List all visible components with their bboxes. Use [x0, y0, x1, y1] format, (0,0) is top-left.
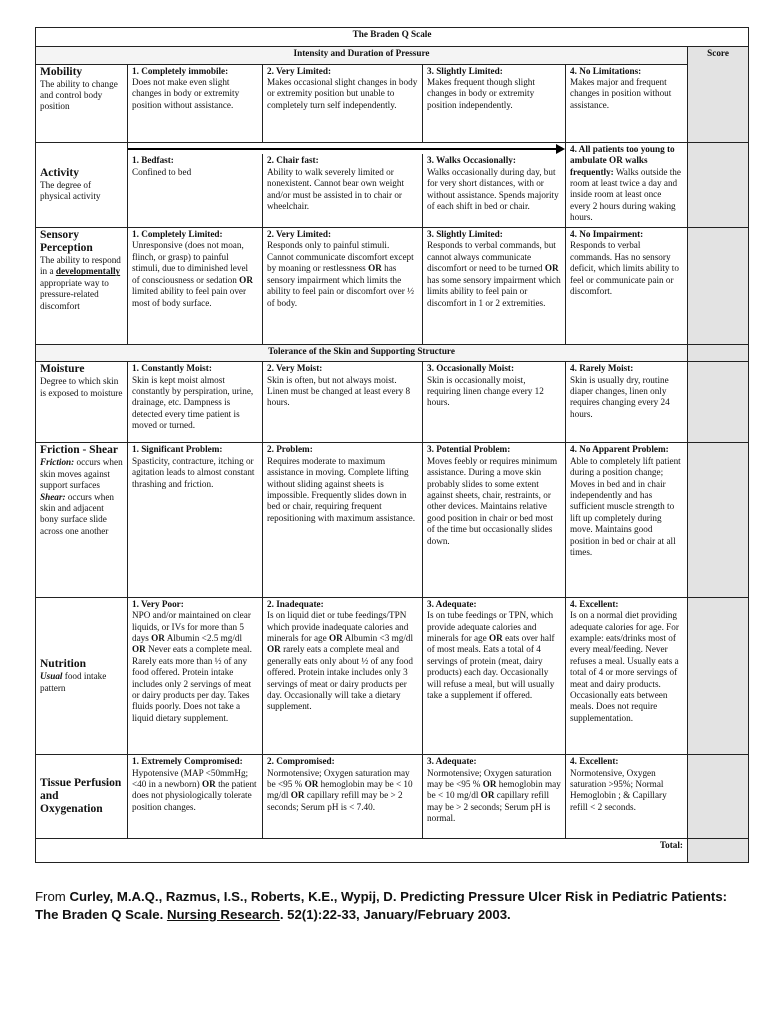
level-heading: 1. Very Poor: — [132, 598, 184, 609]
mobility-level-2 — [263, 64, 423, 142]
criterion-name: Sensory Perception — [40, 229, 93, 255]
level-heading: 3. Adequate: — [427, 598, 477, 609]
citation-prefix: From — [35, 889, 70, 904]
level-text: Makes occasional slight changes in body or extremity position but unable to completely turn self independently. — [267, 76, 418, 110]
friction-level-4 — [566, 443, 688, 597]
level-heading: 3. Slightly Limited: — [427, 65, 503, 76]
level-text: Skin is occasionally moist, requiring linen change every 12 hours. — [427, 374, 544, 408]
criterion-name: Nutrition — [40, 658, 86, 671]
level-heading: 1. Constantly Moist: — [132, 363, 212, 374]
criterion-tissue-perfusion — [36, 755, 128, 838]
arrow-right-icon — [556, 144, 565, 154]
friction-score-cell[interactable] — [688, 443, 749, 597]
moisture-level-2 — [263, 362, 423, 443]
section-tolerance-heading: Tolerance of the Skin and Supporting Structure — [36, 344, 688, 361]
moisture-score-cell[interactable] — [688, 362, 749, 443]
level-text: Spasticity, contracture, itching or agitation leads to almost constant thrashing and friction. — [132, 455, 255, 489]
tissue-level-1: 1. Extremely Compromised: Hypotensive (MAP <50mmHg; <40 in a newborn) OR the patient does not physiologically tolerate position changes. — [128, 755, 263, 838]
level-heading: 4. No Apparent Problem: — [570, 444, 669, 455]
criterion-description: Degree to which skin is exposed to moisture — [40, 376, 123, 398]
nutrition-level-3: 3. Adequate: Is on tube feedings or TPN, which provide adequate calories and minerals for age OR eats over half of most meals. Eats a total of 4 servings of protein (meat, dairy products) each day. Occasionally will refuse a meal, but will usually take a supplement if offered. — [423, 597, 566, 754]
criterion-name: Mobility — [40, 65, 83, 78]
criterion-description: Friction: occurs when skin moves against support surfaces Shear: occurs when skin and adjacent bony surface slide across one another — [40, 457, 123, 536]
level-text: Able to completely lift patient during a position change; Moves in bed and in chair independently and has sufficient muscle strength to lift up completely during move. Maintains good position in bed or chair at all times. — [570, 455, 681, 558]
level-heading: 2. Very Limited: — [267, 229, 332, 240]
section-score-spacer — [688, 344, 749, 361]
level-heading: 2. Very Limited: — [267, 65, 332, 76]
level-heading: 3. Walks Occasionally: — [427, 155, 516, 166]
sensory-score-cell[interactable] — [688, 228, 749, 345]
level-heading: 2. Chair fast: — [267, 155, 319, 166]
friction-level-3 — [423, 443, 566, 597]
criterion-name: Friction - Shear — [40, 444, 118, 457]
level-heading: 4. All patients too young to ambulate OR walks frequently: — [570, 143, 675, 177]
sensory-level-4 — [566, 228, 688, 345]
braden-q-scale-table — [35, 27, 748, 863]
arrow-line — [128, 148, 563, 150]
level-heading: 4. No Impairment: — [570, 229, 644, 240]
sensory-level-1: 1. Completely Limited: Unresponsive (does not moan, flinch, or grasp) to painful stimuli, due to diminished level of consciousness or sedation OR limited ability to feel pain over most of body surface. — [128, 228, 263, 345]
level-text: Walks occasionally during day, but for very short distances, with or without assistance. Spends majority of each shift in bed or chair. — [427, 166, 559, 212]
level-heading: 2. Problem: — [267, 444, 313, 455]
criterion-name: Moisture — [40, 363, 85, 376]
nutrition-score-cell[interactable] — [688, 597, 749, 754]
activity-arrow — [128, 142, 566, 154]
level-text: Ability to walk severely limited or nonexistent. Cannot bear own weight and/or must be assisted in to chair or wheelchair. — [267, 166, 405, 212]
level-heading: 1. Completely immobile: — [132, 65, 229, 76]
level-text: Responds to verbal commands. Has no sensory deficit, which limits ability to feel or communicate pain or discomfort. — [570, 240, 679, 297]
level-text: Skin is often, but not always moist. Linen must be changed at least every 8 hours. — [267, 374, 411, 408]
citation-details: . 52(1):22-33, January/February 2003. — [279, 907, 511, 922]
level-heading: 2. Compromised: — [267, 756, 335, 767]
level-heading: 4. Excellent: — [570, 756, 619, 767]
tissue-score-cell[interactable] — [688, 755, 749, 838]
criterion-description: The ability to change and control body position — [40, 78, 118, 112]
moisture-level-3 — [423, 362, 566, 443]
criterion-friction-shear — [36, 443, 128, 597]
scale-title: The Braden Q Scale — [36, 28, 749, 47]
level-text: Confined to bed — [132, 166, 192, 177]
activity-level-1 — [128, 154, 263, 227]
level-heading: 3. Adequate: — [427, 756, 477, 767]
criterion-description: The degree of physical activity — [40, 180, 101, 202]
moisture-level-1 — [128, 362, 263, 443]
level-text: Does not make even slight changes in body or extremity position without assistance. — [132, 76, 240, 110]
activity-level-4 — [566, 142, 688, 227]
level-heading: 4. No Limitations: — [570, 65, 642, 76]
criterion-moisture — [36, 362, 128, 443]
criterion-nutrition — [36, 597, 128, 754]
citation-authors: Curley, M.A.Q., Razmus, I.S., Roberts, K.E., Wypij, D. Predicting Pressure Ulcer Risk in Pediatric Patients: The Braden Q Scale. — [35, 889, 728, 922]
level-text: Moves feebly or requires minimum assistance. During a move skin probably slides to some extent against sheets, chair, restraints, or other devices. Maintains relative good position in chair or bed most of the time but occasionally slides down. — [427, 455, 558, 546]
criterion-activity — [36, 142, 128, 227]
tissue-level-3: 3. Adequate: Normotensive; Oxygen saturation may be <95 % OR hemoglobin may be < 10 mg/dl OR capillary refill may be > 2 seconds; Serum pH is normal. — [423, 755, 566, 838]
total-label: Total: — [36, 838, 688, 862]
citation — [35, 888, 735, 924]
level-heading: 1. Significant Problem: — [132, 444, 223, 455]
tissue-level-4: 4. Excellent: Normotensive, Oxygen saturation >95%; Normal Hemoglobin ; & Capillary refill < 2 seconds. — [566, 755, 688, 838]
nutrition-level-2: 2. Inadequate: Is on liquid diet or tube feedings/TPN which provide inadequate calories and minerals for age OR Albumin <3 mg/dl OR rarely eats a complete meal and generally eats only about ½ of any food offered. Protein intake includes only 3 servings of meat or dairy products per day. Occasionally will take a dietary supplement. — [263, 597, 423, 754]
level-text: Skin is kept moist almost constantly by perspiration, urine, drainage, etc. Dampness is detected every time patient is moved or turned. — [132, 374, 254, 431]
mobility-level-4 — [566, 64, 688, 142]
friction-level-2 — [263, 443, 423, 597]
criterion-sensory-perception — [36, 228, 128, 345]
criterion-name: Tissue Perfusion and Oxygenation — [40, 776, 122, 815]
level-text: Walks outside the room at least twice a day and inside room at least once every 2 hours during waking hours. — [570, 166, 681, 223]
score-column-header: Score — [688, 47, 749, 142]
level-heading: 2. Very Moist: — [267, 363, 323, 374]
nutrition-level-1: 1. Very Poor: NPO and/or maintained on clear liquids, or IVs for more than 5 days OR Albumin <2.5 mg/dl OR Never eats a complete meal. Rarely eats more than ½ of any food offered. Protein intake includes only 2 servings of meat or dairy products per day. Takes fluids poorly. Does not take a liquid dietary supplement. — [128, 597, 263, 754]
activity-level-3 — [423, 154, 566, 227]
mobility-level-3 — [423, 64, 566, 142]
level-heading: 3. Potential Problem: — [427, 444, 511, 455]
level-text: Requires moderate to maximum assistance in moving. Complete lifting without sliding against sheets is impossible. Frequently slides down in bed or chair, requiring frequent repositioning with maximum assistance. — [267, 455, 416, 523]
mobility-level-1 — [128, 64, 263, 142]
level-heading: 1. Bedfast: — [132, 155, 174, 166]
section-intensity-heading: Intensity and Duration of Pressure — [36, 47, 688, 64]
level-heading: 1. Extremely Compromised: — [132, 756, 243, 767]
criterion-mobility — [36, 64, 128, 142]
level-heading: 3. Slightly Limited: — [427, 229, 503, 240]
sensory-level-3: 3. Slightly Limited: Responds to verbal commands, but cannot always communicate discomfort or need to be turned OR has some sensory impairment which limits ability to feel pain or discomfort in 1 or 2 extremities. — [423, 228, 566, 345]
friction-level-1 — [128, 443, 263, 597]
activity-level-2 — [263, 154, 423, 227]
moisture-level-4 — [566, 362, 688, 443]
level-heading: 4. Rarely Moist: — [570, 363, 634, 374]
total-score-cell[interactable] — [688, 838, 749, 862]
activity-score-cell[interactable] — [688, 142, 749, 227]
level-heading: 1. Completely Limited: — [132, 229, 223, 240]
criterion-description: Usual food intake pattern — [40, 671, 107, 693]
level-text: Skin is usually dry, routine diaper changes, linen only requires changing every 24 hours. — [570, 374, 670, 419]
sensory-level-2: 2. Very Limited: Responds only to painful stimuli. Cannot communicate discomfort except by moaning or restlessness OR has sensory impairment which limits the ability to feel pain or discomfort over ½ of body. — [263, 228, 423, 345]
nutrition-level-4: 4. Excellent: Is on a normal diet providing adequate calories for age. For example: eats/drinks most of every meal/feeding. Never refuses a meal. Usually eats a total of 4 or more servings of meat and dairy products. Occasionally eats between meals. Does not require supplementation. — [566, 597, 688, 754]
level-text: Makes major and frequent changes in position without assistance. — [570, 76, 672, 110]
citation-journal: Nursing Research — [166, 907, 280, 922]
level-text: Makes frequent though slight changes in body or extremity position independently. — [427, 76, 535, 110]
level-heading: 3. Occasionally Moist: — [427, 363, 515, 374]
level-heading: 2. Inadequate: — [267, 598, 324, 609]
criterion-name: Activity — [40, 167, 79, 180]
tissue-level-2: 2. Compromised: Normotensive; Oxygen saturation may be <95 % OR hemoglobin may be < 10 mg/dl OR capillary refill may be > 2 seconds; Serum pH is < 7.40. — [263, 755, 423, 838]
level-heading: 4. Excellent: — [570, 598, 619, 609]
criterion-description: The ability to respond in a developmentally appropriate way to pressure-related discomfort — [40, 255, 121, 311]
